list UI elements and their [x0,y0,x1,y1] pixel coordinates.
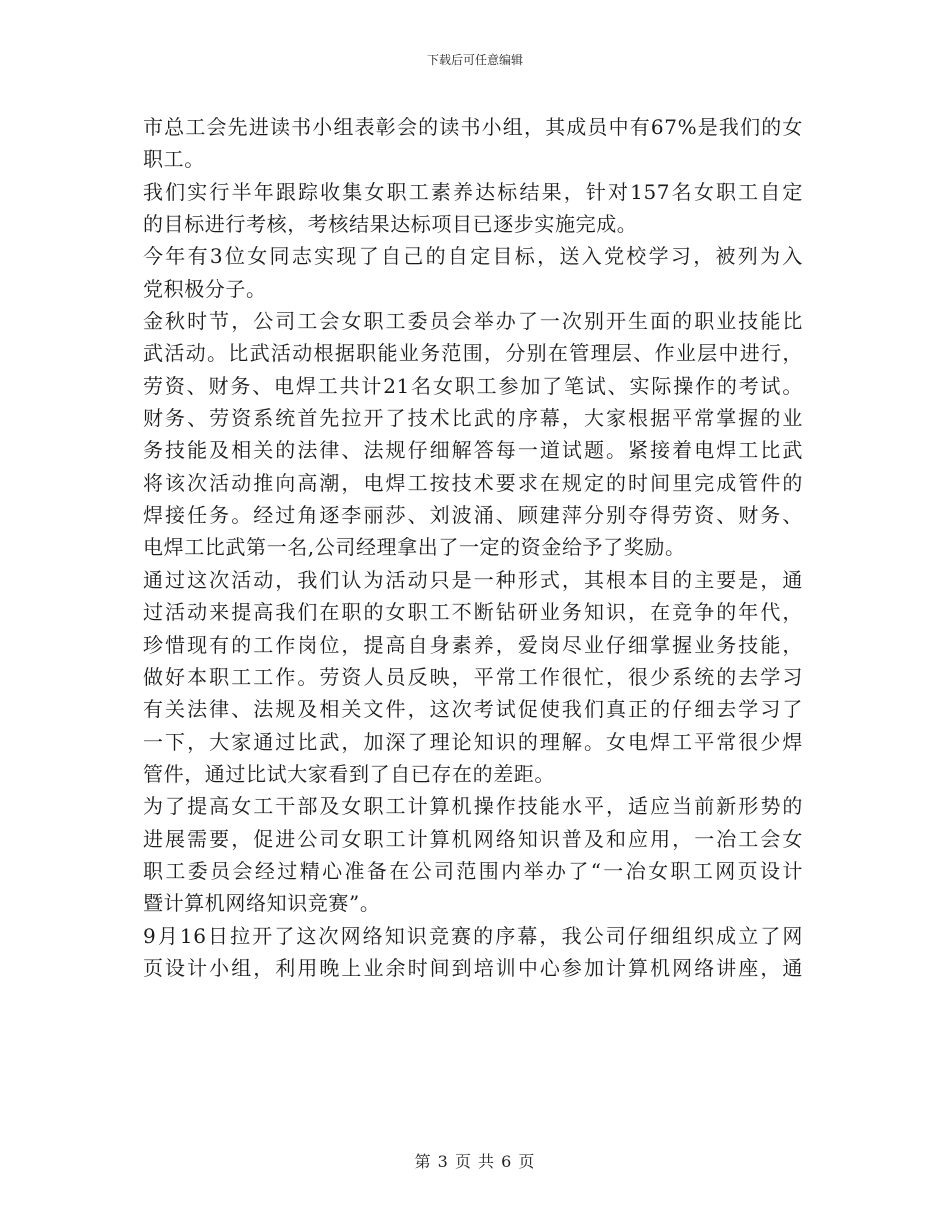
page-header: 下载后可任意编辑 [426,53,523,67]
text-line: 金秋时节，公司工会女职工委员会举办了一次别开生面的职业技能比 [143,309,803,334]
text-line: 进展需要，促进公司女职工计算机网络知识普及和应用，一冶工会女 [143,826,803,851]
document-body [143,111,803,984]
text-line: 职工。 [143,147,205,172]
text-line: 页设计小组，利用晚上业余时间到培训中心参加计算机网络讲座，通 [143,955,803,980]
text-line: 过活动来提高我们在职的女职工不断钻研业务知识，在竞争的年代， [143,600,803,625]
page-number-footer: 第 3 页 共 6 页 [414,1152,536,1171]
text-line: 管件，通过比试大家看到了自已存在的差距。 [143,761,555,786]
text-line: 做好本职工工作。劳资人员反映，平常工作很忙，很少系统的去学习 [143,664,803,689]
text-line: 党积极分子。 [143,276,267,301]
text-line: 职工委员会经过精心准备在公司范围内举办了“一冶女职工网页设计 [143,858,803,883]
text-line: 珍惜现有的工作岗位，提高自身素养，爱岗尽业仔细掌握业务技能， [143,632,803,657]
text-line: 市总工会先进读书小组表彰会的读书小组，其成员中有67%是我们的女 [143,115,803,139]
text-line: 9月16日拉开了这次网络知识竞赛的序幕，我公司仔细组织成立了网 [143,923,803,948]
text-line: 今年有3位女同志实现了自己的自定目标，送入党校学习，被列为入 [143,244,803,269]
text-line: 暨计算机网络知识竞赛”。 [143,891,381,916]
text-line: 财务、劳资系统首先拉开了技术比武的序幕，大家根据平常掌握的业 [143,406,803,431]
text-line: 焊接任务。经过角逐李丽莎、刘波涌、顾建萍分别夺得劳资、财务、 [143,503,803,528]
text-line: 将该次活动推向高潮，电焊工按技术要求在规定的时间里完成管件的 [143,470,803,495]
text-line: 通过这次活动，我们认为活动只是一种形式，其根本目的主要是，通 [143,567,803,592]
text-line: 为了提高女工干部及女职工计算机操作技能水平，适应当前新形势的 [143,794,803,819]
text-line: 我们实行半年跟踪收集女职工素养达标结果，针对157名女职工自定 [143,179,803,204]
text-line: 劳资、财务、电焊工共计21名女职工参加了笔试、实际操作的考试。 [143,373,803,398]
text-line: 务技能及相关的法律、法规仔细解答每一道试题。紧接着电焊工比武 [143,438,803,463]
text-line: 有关法律、法规及相关文件，这次考试促使我们真正的仔细去学习了 [143,697,803,722]
text-line: 一下，大家通过比武，加深了理论知识的理解。女电焊工平常很少焊 [143,729,803,754]
text-line: 武活动。比武活动根据职能业务范围，分别在管理层、作业层中进行， [143,341,803,366]
text-line: 的目标进行考核，考核结果达标项目已逐步实施完成。 [143,212,638,237]
text-line: 电焊工比武第一名,公司经理拿出了一定的资金给予了奖励。 [143,535,686,560]
